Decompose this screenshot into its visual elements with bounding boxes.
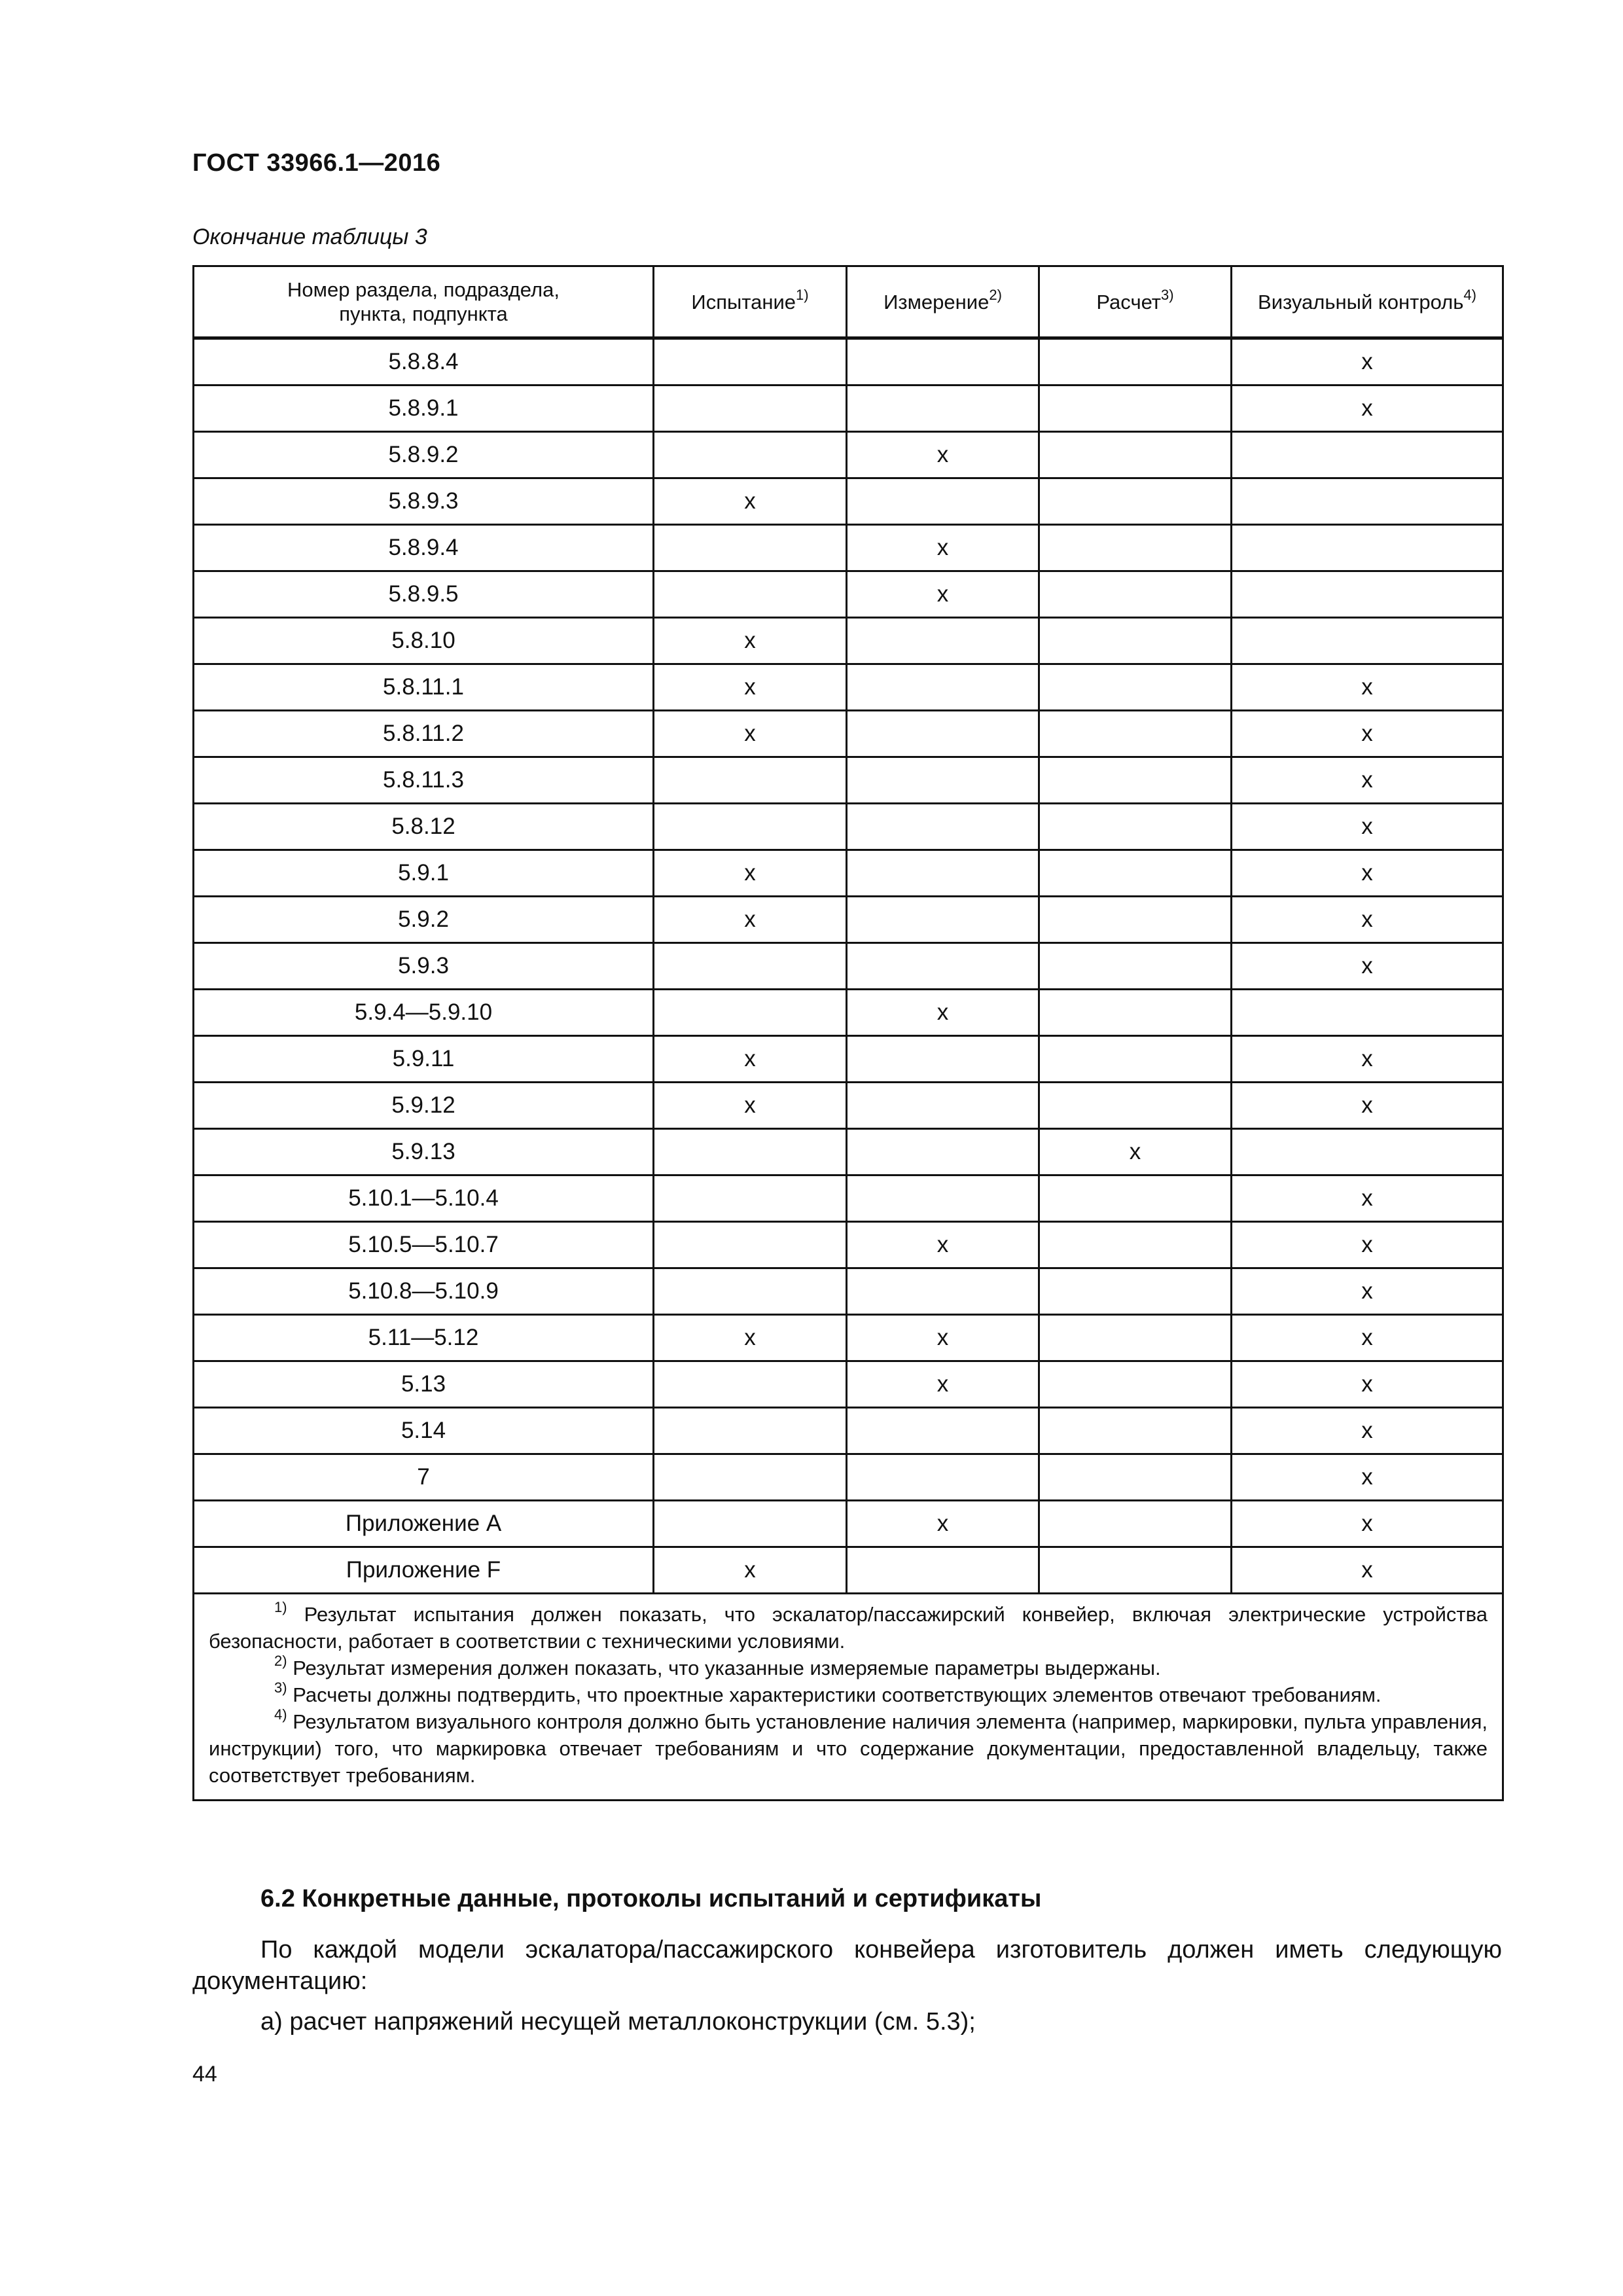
footnote-1-num: 1) bbox=[274, 1599, 287, 1615]
section-title: 6.2 Конкретные данные, протоколы испытаний и сертификаты bbox=[260, 1885, 1042, 1912]
measurement-cell bbox=[847, 338, 1039, 386]
calculation-cell bbox=[1039, 850, 1232, 897]
calculation-cell bbox=[1039, 525, 1232, 571]
test-cell: x bbox=[654, 618, 847, 664]
header-measurement bbox=[847, 266, 1039, 338]
calculation-cell bbox=[1039, 1408, 1232, 1454]
visual-inspection-cell: x bbox=[1232, 1315, 1503, 1361]
calculation-cell bbox=[1039, 897, 1232, 943]
table-row bbox=[194, 897, 1503, 943]
table-header-row bbox=[194, 266, 1503, 338]
table-row bbox=[194, 943, 1503, 990]
measurement-cell: x bbox=[847, 432, 1039, 478]
visual-inspection-cell: x bbox=[1232, 1361, 1503, 1408]
measurement-cell bbox=[847, 943, 1039, 990]
test-cell bbox=[654, 943, 847, 990]
calculation-cell: x bbox=[1039, 1129, 1232, 1175]
inspection-table bbox=[192, 265, 1504, 1801]
header-calculation-label: Расчет bbox=[1096, 290, 1162, 314]
measurement-cell: x bbox=[847, 571, 1039, 618]
test-cell bbox=[654, 1129, 847, 1175]
footnotes-cell bbox=[194, 1594, 1503, 1801]
measurement-cell: x bbox=[847, 1315, 1039, 1361]
table-row bbox=[194, 1361, 1503, 1408]
calculation-cell bbox=[1039, 990, 1232, 1036]
visual-inspection-cell: x bbox=[1232, 1268, 1503, 1315]
measurement-cell bbox=[847, 1268, 1039, 1315]
table-row bbox=[194, 432, 1503, 478]
calculation-cell bbox=[1039, 1361, 1232, 1408]
calculation-cell bbox=[1039, 1268, 1232, 1315]
calculation-cell bbox=[1039, 757, 1232, 804]
header-section-number-line1: Номер раздела, подраздела, bbox=[287, 278, 560, 301]
section-number-cell: Приложение А bbox=[194, 1501, 654, 1547]
section-number-cell: 5.9.1 bbox=[194, 850, 654, 897]
test-cell bbox=[654, 571, 847, 618]
table-row bbox=[194, 990, 1503, 1036]
table-row bbox=[194, 1408, 1503, 1454]
test-cell bbox=[654, 1175, 847, 1222]
measurement-cell: x bbox=[847, 525, 1039, 571]
measurement-cell bbox=[847, 757, 1039, 804]
section-paragraph-text: По каждой модели эскалатора/пассажирского конвейера изготовитель должен иметь следующую документацию: bbox=[192, 1936, 1502, 1995]
section-number-cell: 5.9.2 bbox=[194, 897, 654, 943]
table-row bbox=[194, 1315, 1503, 1361]
table-row bbox=[194, 478, 1503, 525]
visual-inspection-cell: x bbox=[1232, 1083, 1503, 1129]
calculation-cell bbox=[1039, 1454, 1232, 1501]
visual-inspection-cell: x bbox=[1232, 1175, 1503, 1222]
calculation-cell bbox=[1039, 1036, 1232, 1083]
header-measurement-label: Измерение bbox=[883, 290, 990, 314]
visual-inspection-cell bbox=[1232, 618, 1503, 664]
measurement-cell bbox=[847, 711, 1039, 757]
header-visual-inspection-sup: 4) bbox=[1463, 286, 1476, 303]
calculation-cell bbox=[1039, 711, 1232, 757]
test-cell: x bbox=[654, 1036, 847, 1083]
measurement-cell bbox=[847, 897, 1039, 943]
section-number-cell: 5.10.1—5.10.4 bbox=[194, 1175, 654, 1222]
section-number-cell: 5.9.4—5.9.10 bbox=[194, 990, 654, 1036]
calculation-cell bbox=[1039, 1175, 1232, 1222]
table-row bbox=[194, 1175, 1503, 1222]
footnote-2-num: 2) bbox=[274, 1653, 287, 1669]
measurement-cell bbox=[847, 664, 1039, 711]
footnote-3 bbox=[209, 1681, 1488, 1708]
test-cell bbox=[654, 1222, 847, 1268]
visual-inspection-cell bbox=[1232, 432, 1503, 478]
section-number-cell: 5.9.11 bbox=[194, 1036, 654, 1083]
test-cell: x bbox=[654, 897, 847, 943]
section-number-cell: 5.8.8.4 bbox=[194, 338, 654, 386]
calculation-cell bbox=[1039, 1083, 1232, 1129]
visual-inspection-cell: x bbox=[1232, 1222, 1503, 1268]
section-number-cell: 5.9.3 bbox=[194, 943, 654, 990]
table-row bbox=[194, 525, 1503, 571]
table-caption: Окончание таблицы 3 bbox=[192, 224, 427, 249]
visual-inspection-cell: x bbox=[1232, 897, 1503, 943]
table-row bbox=[194, 1129, 1503, 1175]
visual-inspection-cell bbox=[1232, 1129, 1503, 1175]
visual-inspection-cell: x bbox=[1232, 1547, 1503, 1594]
table-row bbox=[194, 711, 1503, 757]
visual-inspection-cell: x bbox=[1232, 1501, 1503, 1547]
test-cell bbox=[654, 338, 847, 386]
footnote-4-num: 4) bbox=[274, 1706, 287, 1723]
table-row bbox=[194, 618, 1503, 664]
test-cell bbox=[654, 432, 847, 478]
visual-inspection-cell: x bbox=[1232, 850, 1503, 897]
calculation-cell bbox=[1039, 943, 1232, 990]
visual-inspection-cell bbox=[1232, 525, 1503, 571]
header-calculation bbox=[1039, 266, 1232, 338]
section-number-cell: 5.8.11.2 bbox=[194, 711, 654, 757]
test-cell: x bbox=[654, 850, 847, 897]
section-paragraph bbox=[192, 1934, 1502, 1997]
calculation-cell bbox=[1039, 1315, 1232, 1361]
header-measurement-sup: 2) bbox=[989, 286, 1002, 303]
test-cell: x bbox=[654, 1083, 847, 1129]
header-section-number-line2: пункта, подпункта bbox=[339, 302, 508, 325]
footnote-1 bbox=[209, 1601, 1488, 1655]
header-visual-inspection-label: Визуальный контроль bbox=[1258, 290, 1464, 314]
measurement-cell: x bbox=[847, 1501, 1039, 1547]
section-number-cell: Приложение F bbox=[194, 1547, 654, 1594]
visual-inspection-cell: x bbox=[1232, 664, 1503, 711]
table-row bbox=[194, 1501, 1503, 1547]
measurement-cell bbox=[847, 804, 1039, 850]
header-calculation-sup: 3) bbox=[1161, 286, 1174, 303]
measurement-cell bbox=[847, 618, 1039, 664]
footnote-4-text: Результатом визуального контроля должно быть установление наличия элемента (например, маркировки, пульта управления, инструкции) того, что маркировка отвечает требованиям и что содержание документации, предоставленной владельцу, также соответствует требованиям. bbox=[209, 1710, 1488, 1787]
footnote-4 bbox=[209, 1708, 1488, 1789]
measurement-cell bbox=[847, 850, 1039, 897]
table-row bbox=[194, 1454, 1503, 1501]
table-row bbox=[194, 757, 1503, 804]
section-number-cell: 5.8.11.1 bbox=[194, 664, 654, 711]
section-number-cell: 5.8.9.1 bbox=[194, 386, 654, 432]
table-row bbox=[194, 338, 1503, 386]
measurement-cell bbox=[847, 1083, 1039, 1129]
test-cell bbox=[654, 1501, 847, 1547]
section-number-cell: 5.9.13 bbox=[194, 1129, 654, 1175]
page-number: 44 bbox=[192, 2062, 217, 2087]
section-number-cell: 5.8.9.5 bbox=[194, 571, 654, 618]
measurement-cell bbox=[847, 1454, 1039, 1501]
table-row bbox=[194, 804, 1503, 850]
measurement-cell bbox=[847, 1175, 1039, 1222]
section-number-cell: 5.10.8—5.10.9 bbox=[194, 1268, 654, 1315]
section-number-cell: 5.8.10 bbox=[194, 618, 654, 664]
measurement-cell: x bbox=[847, 1222, 1039, 1268]
measurement-cell bbox=[847, 1408, 1039, 1454]
table-row bbox=[194, 664, 1503, 711]
table-row bbox=[194, 1036, 1503, 1083]
calculation-cell bbox=[1039, 571, 1232, 618]
visual-inspection-cell: x bbox=[1232, 1454, 1503, 1501]
test-cell bbox=[654, 525, 847, 571]
calculation-cell bbox=[1039, 338, 1232, 386]
visual-inspection-cell: x bbox=[1232, 943, 1503, 990]
calculation-cell bbox=[1039, 1222, 1232, 1268]
document-header: ГОСТ 33966.1—2016 bbox=[192, 149, 441, 177]
header-visual-inspection bbox=[1232, 266, 1503, 338]
measurement-cell bbox=[847, 1547, 1039, 1594]
table-row bbox=[194, 1547, 1503, 1594]
calculation-cell bbox=[1039, 432, 1232, 478]
visual-inspection-cell: x bbox=[1232, 1036, 1503, 1083]
measurement-cell bbox=[847, 1036, 1039, 1083]
test-cell bbox=[654, 804, 847, 850]
visual-inspection-cell bbox=[1232, 990, 1503, 1036]
test-cell: x bbox=[654, 664, 847, 711]
section-number-cell: 7 bbox=[194, 1454, 654, 1501]
section-number-cell: 5.9.12 bbox=[194, 1083, 654, 1129]
visual-inspection-cell: x bbox=[1232, 386, 1503, 432]
table-row bbox=[194, 850, 1503, 897]
footnote-3-text: Расчеты должны подтвердить, что проектные характеристики соответствующих элементов отвечают требованиям. bbox=[293, 1683, 1382, 1706]
calculation-cell bbox=[1039, 618, 1232, 664]
measurement-cell bbox=[847, 478, 1039, 525]
section-number-cell: 5.8.11.3 bbox=[194, 757, 654, 804]
header-test bbox=[654, 266, 847, 338]
test-cell: x bbox=[654, 1547, 847, 1594]
footnote-1-text: Результат испытания должен показать, что эскалатор/пассажирский конвейер, включая электрические устройства безопасности, работает в соответствии с техническими условиями. bbox=[209, 1603, 1488, 1653]
visual-inspection-cell: x bbox=[1232, 804, 1503, 850]
table-row bbox=[194, 1268, 1503, 1315]
test-cell bbox=[654, 1268, 847, 1315]
test-cell bbox=[654, 1361, 847, 1408]
measurement-cell bbox=[847, 386, 1039, 432]
visual-inspection-cell: x bbox=[1232, 757, 1503, 804]
header-section-number bbox=[194, 266, 654, 338]
table-row bbox=[194, 1222, 1503, 1268]
visual-inspection-cell bbox=[1232, 478, 1503, 525]
table-row bbox=[194, 1083, 1503, 1129]
section-number-cell: 5.13 bbox=[194, 1361, 654, 1408]
visual-inspection-cell: x bbox=[1232, 1408, 1503, 1454]
test-cell: x bbox=[654, 711, 847, 757]
section-number-cell: 5.8.9.4 bbox=[194, 525, 654, 571]
visual-inspection-cell: x bbox=[1232, 711, 1503, 757]
section-number-cell: 5.8.9.3 bbox=[194, 478, 654, 525]
section-number-cell: 5.10.5—5.10.7 bbox=[194, 1222, 654, 1268]
measurement-cell bbox=[847, 1129, 1039, 1175]
list-item: а) расчет напряжений несущей металлоконструкции (см. 5.3); bbox=[260, 2008, 976, 2036]
calculation-cell bbox=[1039, 478, 1232, 525]
test-cell: x bbox=[654, 1315, 847, 1361]
test-cell bbox=[654, 386, 847, 432]
measurement-cell: x bbox=[847, 1361, 1039, 1408]
table-body bbox=[194, 338, 1503, 1594]
visual-inspection-cell bbox=[1232, 571, 1503, 618]
visual-inspection-cell: x bbox=[1232, 338, 1503, 386]
test-cell bbox=[654, 990, 847, 1036]
calculation-cell bbox=[1039, 804, 1232, 850]
footnote-2-text: Результат измерения должен показать, что указанные измеряемые параметры выдержаны. bbox=[293, 1657, 1161, 1679]
footnote-3-num: 3) bbox=[274, 1679, 287, 1696]
measurement-cell: x bbox=[847, 990, 1039, 1036]
section-number-cell: 5.11—5.12 bbox=[194, 1315, 654, 1361]
test-cell bbox=[654, 757, 847, 804]
calculation-cell bbox=[1039, 1501, 1232, 1547]
footnote-2 bbox=[209, 1655, 1488, 1681]
footnotes-row bbox=[194, 1594, 1503, 1801]
table-row bbox=[194, 571, 1503, 618]
header-test-sup: 1) bbox=[796, 286, 809, 303]
section-number-cell: 5.8.12 bbox=[194, 804, 654, 850]
calculation-cell bbox=[1039, 664, 1232, 711]
calculation-cell bbox=[1039, 1547, 1232, 1594]
header-test-label: Испытание bbox=[691, 290, 796, 314]
test-cell bbox=[654, 1454, 847, 1501]
calculation-cell bbox=[1039, 386, 1232, 432]
section-number-cell: 5.14 bbox=[194, 1408, 654, 1454]
table-row bbox=[194, 386, 1503, 432]
test-cell bbox=[654, 1408, 847, 1454]
section-number-cell: 5.8.9.2 bbox=[194, 432, 654, 478]
test-cell: x bbox=[654, 478, 847, 525]
